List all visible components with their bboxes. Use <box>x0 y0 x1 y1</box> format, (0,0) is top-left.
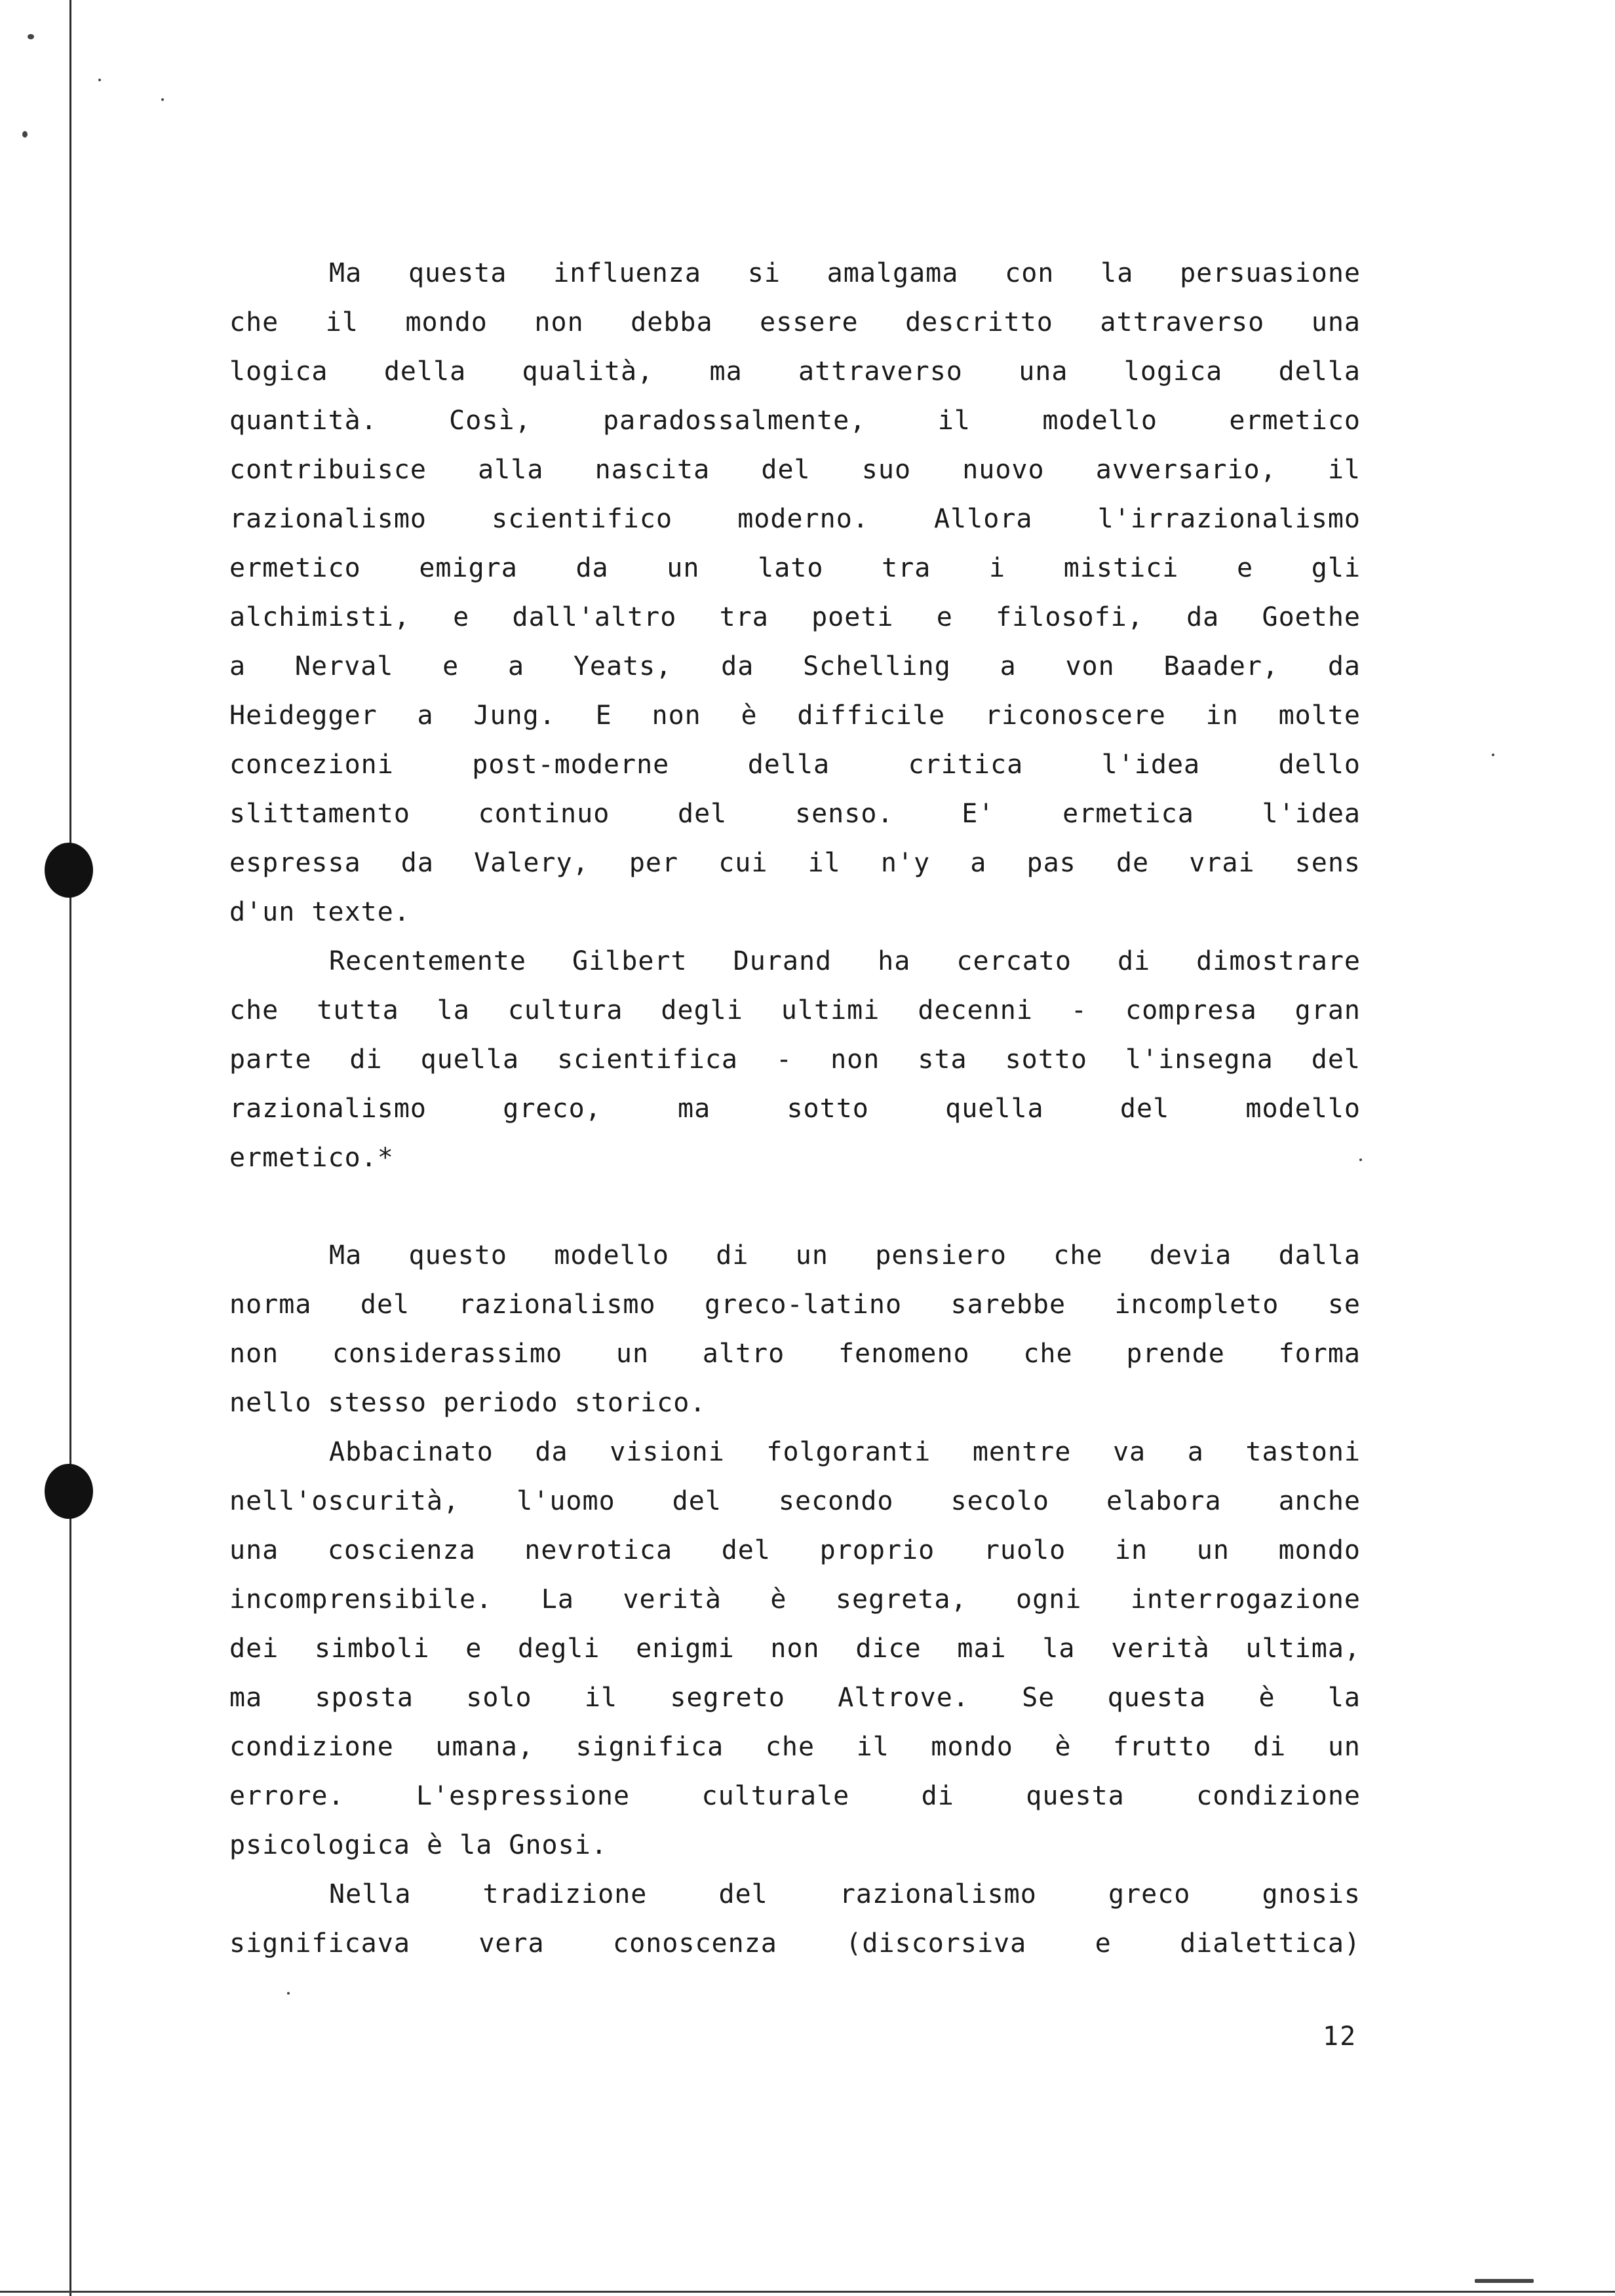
scan-speck <box>28 34 34 39</box>
text-line: Abbacinato da visioni folgoranti mentre va a tastoni <box>329 1437 1361 1467</box>
text-line: a Nerval e a Yeats, da Schelling a von Baader, da <box>229 651 1361 681</box>
text-line: Heidegger a Jung. E non è difficile riconoscere in molte <box>229 700 1361 731</box>
text-line: d'un texte. <box>229 897 410 927</box>
scan-speck <box>98 79 101 81</box>
text-line: quantità. Così, paradossalmente, il modello ermetico <box>229 406 1361 436</box>
text-line: nell'oscurità, l'uomo del secondo secolo elabora anche <box>229 1486 1361 1516</box>
text-line: condizione umana, significa che il mondo è frutto di un <box>229 1732 1361 1762</box>
text-line: nello stesso periodo storico. <box>229 1388 707 1418</box>
punch-hole-upper <box>45 843 93 898</box>
text-line: espressa da Valery, per cui il n'y a pas de vrai sens <box>229 848 1361 878</box>
body-text <box>229 249 1361 1968</box>
text-line: errore. L'espressione culturale di questa condizione <box>229 1781 1361 1811</box>
text-line: logica della qualità, ma attraverso una logica della <box>229 356 1361 387</box>
text-line: Recentemente Gilbert Durand ha cercato di dimostrare <box>329 946 1361 976</box>
text-line: ermetico.* <box>229 1143 394 1173</box>
page-number: 12 <box>1323 2021 1357 2052</box>
scan-speck <box>1492 754 1494 756</box>
page-left-edge <box>69 0 71 2296</box>
scan-speck <box>161 98 164 101</box>
text-line: razionalismo scientifico moderno. Allora l'irrazionalismo <box>229 504 1361 534</box>
text-line: che tutta la cultura degli ultimi decenni - compresa gran <box>229 995 1361 1025</box>
text-line: contribuisce alla nascita del suo nuovo avversario, il <box>229 455 1361 485</box>
text-line: ma sposta solo il segreto Altrove. Se questa è la <box>229 1683 1361 1713</box>
scan-speck <box>287 1992 290 1995</box>
text-line: incomprensibile. La verità è segreta, ogni interrogazione <box>229 1584 1361 1615</box>
text-line: che il mondo non debba essere descritto attraverso una <box>229 307 1361 337</box>
text-line: Ma questa influenza si amalgama con la persuasione <box>329 258 1361 288</box>
text-line: razionalismo greco, ma sotto quella del modello <box>229 1094 1361 1124</box>
text-line: parte di quella scientifica - non sta sotto l'insegna del <box>229 1044 1361 1075</box>
scan-speck <box>1475 2279 1534 2283</box>
paragraph-gap <box>229 1183 1361 1231</box>
punch-hole-lower <box>45 1464 93 1519</box>
text-line: Ma questo modello di un pensiero che devia dalla <box>329 1240 1361 1271</box>
text-line: norma del razionalismo greco-latino sarebbe incompleto se <box>229 1290 1361 1320</box>
text-line: dei simboli e degli enigmi non dice mai la verità ultima, <box>229 1634 1361 1664</box>
text-line: psicologica è la Gnosi. <box>229 1830 608 1860</box>
text-line: concezioni post-moderne della critica l'idea dello <box>229 750 1361 780</box>
scan-speck <box>22 131 28 138</box>
text-line: Nella tradizione del razionalismo greco gnosis <box>329 1879 1361 1909</box>
text-line: slittamento continuo del senso. E' ermetica l'idea <box>229 799 1361 829</box>
page-bottom-edge <box>0 2291 1615 2293</box>
text-line: una coscienza nevrotica del proprio ruolo in un mondo <box>229 1535 1361 1565</box>
text-line: non considerassimo un altro fenomeno che prende forma <box>229 1339 1361 1369</box>
text-line: significava vera conoscenza (discorsiva e dialettica) <box>229 1928 1361 1959</box>
text-line: ermetico emigra da un lato tra i mistici e gli <box>229 553 1361 583</box>
text-line: alchimisti, e dall'altro tra poeti e filosofi, da Goethe <box>229 602 1361 632</box>
